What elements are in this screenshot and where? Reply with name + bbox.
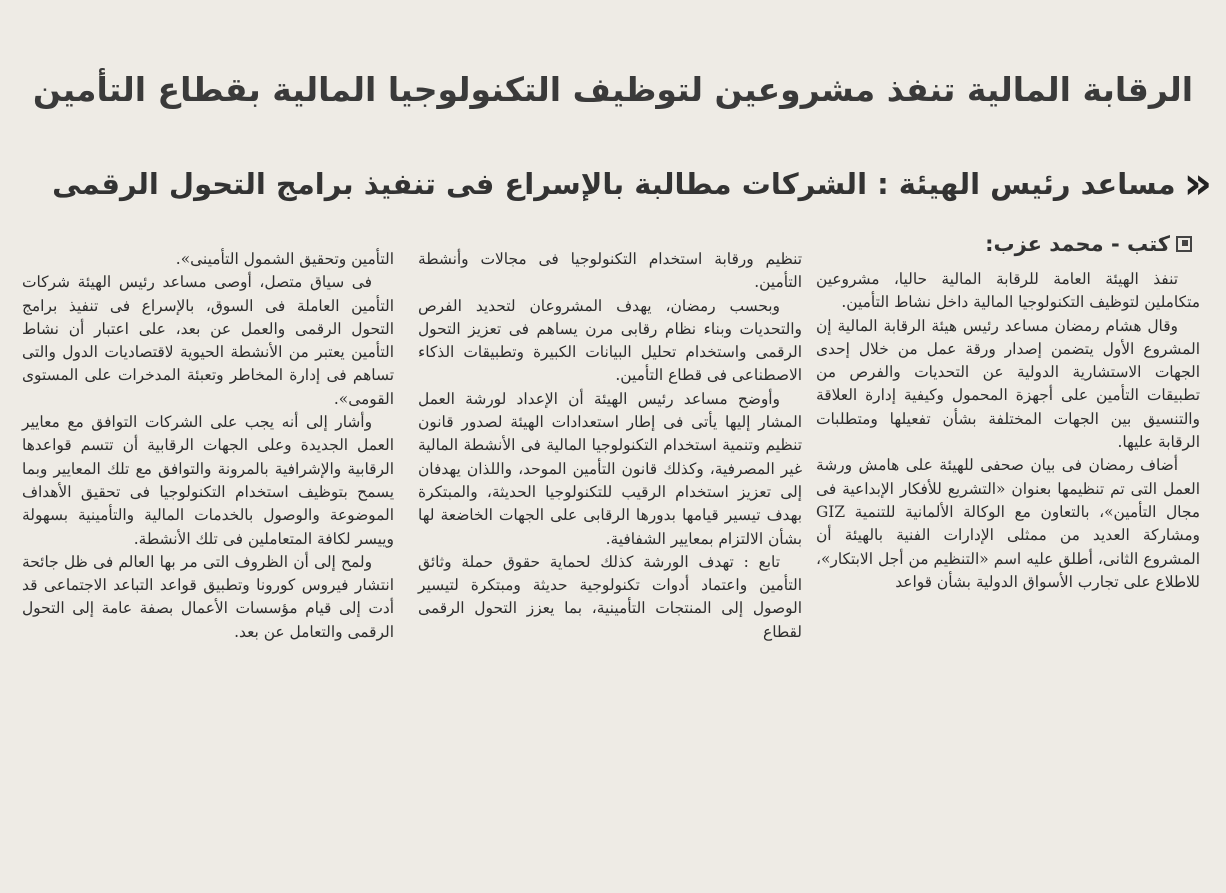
paragraph: التأمين وتحقيق الشمول التأمينى». [175,250,394,268]
paragraph: تنفذ الهيئة العامة للرقابة المالية حاليا، مشروعين متكاملين لتوظيف التكنولوجيا المالية داخل نشاط التأمين. [816,270,1200,312]
pen-square-icon [1176,236,1192,252]
article-column-left [22,248,394,644]
article-byline: كتب - محمد عزب: [985,232,1170,256]
paragraph: تنظيم ورقابة استخدام التكنولوجيا فى مجالات وأنشطة التأمين. [418,250,802,292]
double-chevron-icon: « [1183,158,1212,209]
paragraph: تابع : تهدف الورشة كذلك لحماية حقوق حملة وثائق التأمين واعتماد أدوات تكنولوجية حديثة ومبتكرة لتيسير الوصول إلى المنتجات التأمينية، بما يعزز التحول الرقمى لقطاع [418,552,802,641]
article-headline: الرقابة المالية تنفذ مشروعين لتوظيف التكنولوجيا المالية بقطاع التأمين [32,70,1194,109]
article-byline-row [985,232,1192,256]
article-column-middle [418,248,802,644]
paragraph: وبحسب رمضان، يهدف المشروعان لتحديد الفرص والتحديات وبناء نظام رقابى مرن يساهم فى تعزيز التحول الرقمى واستخدام تحليل البيانات الكبيرة وتطبيقات الذكاء الاصطناعى فى قطاع التأمين. [418,296,802,385]
paragraph: أضاف رمضان فى بيان صحفى للهيئة على هامش ورشة العمل التى تم تنظيمها بعنوان «التشريع للأفكار الإبداعية فى مجال التأمين»، بالتعاون مع الوكالة الألمانية للتنمية GIZ ومشاركة العديد من ممثلى الإدارات الفنية بالهيئة أن المشروع الثانى، أطلق عليه اسم «التنظيم من أجل الابتكار»، للاطلاع على تجارب الأسواق الدولية بشأن قواعد [816,456,1200,591]
article-subheadline-row [20,152,1212,216]
paragraph: وقال هشام رمضان مساعد رئيس هيئة الرقابة المالية إن المشروع الأول يتضمن إصدار ورقة عمل من خلال إحدى الجهات الاستشارية الدولية عن التحديات والفرص من تطبيقات التأمين على أجهزة المحمول وكيفية إدارة العلاقة والتنسيق بين الجهات المختلفة بشأن تفعيلها ومتطلبات الرقابة عليها. [816,316,1200,452]
paragraph: وأوضح مساعد رئيس الهيئة أن الإعداد لورشة العمل المشار إليها يأتى فى إطار استعدادات الهيئة لصدور قانون تنظيم وتنمية استخدام التكنولوجيا المالية فى الأنشطة المالية غير المصرفية، وكذلك قانون التأمين الموحد، واللذان يهدفان إلى تعزيز استخدام الرقيب للتكنولوجيا الحديثة، والمبتكرة بهدف تيسير قيامها بدورها الرقابى على الجهات الخاضعة لها بشأن الالتزام بمعايير الشفافية. [418,389,802,548]
paragraph: فى سياق متصل، أوصى مساعد رئيس الهيئة شركات التأمين العاملة فى السوق، بالإسراع فى تنفيذ برامج التحول الرقمى والعمل عن بعد، على اعتبار أن نشاط التأمين يعتبر من الأنشطة الحيوية لاقتصاديات الدول والتى تساهم فى إدارة المخاطر وتعبئة المدخرات على المستوى القومى». [22,273,394,408]
paragraph: ولمح إلى أن الظروف التى مر بها العالم فى ظل جائحة انتشار فيروس كورونا وتطبيق قواعد التباعد الاجتماعى قد أدت إلى قيام مؤسسات الأعمال بصفة عامة إلى التحول الرقمى والتعامل عن بعد. [22,552,394,641]
article-column-right [816,268,1200,594]
paragraph: وأشار إلى أنه يجب على الشركات التوافق مع معايير العمل الجديدة وعلى الجهات الرقابية أن تتسم قواعدها الرقابية والإشرافية بالمرونة والتوافق مع تلك المعايير وبما يسمح بتوظيف استخدام التكنولوجيا فى تحقيق الأهداف الموضوعة والوصول بالخدمات المالية والتأمينية بسهولة وييسر لكافة المتعاملين فى تلك الأنشطة. [22,413,394,548]
article-subheadline: مساعد رئيس الهيئة : الشركات مطالبة بالإسراع فى تنفيذ برامج التحول الرقمى [52,167,1176,201]
